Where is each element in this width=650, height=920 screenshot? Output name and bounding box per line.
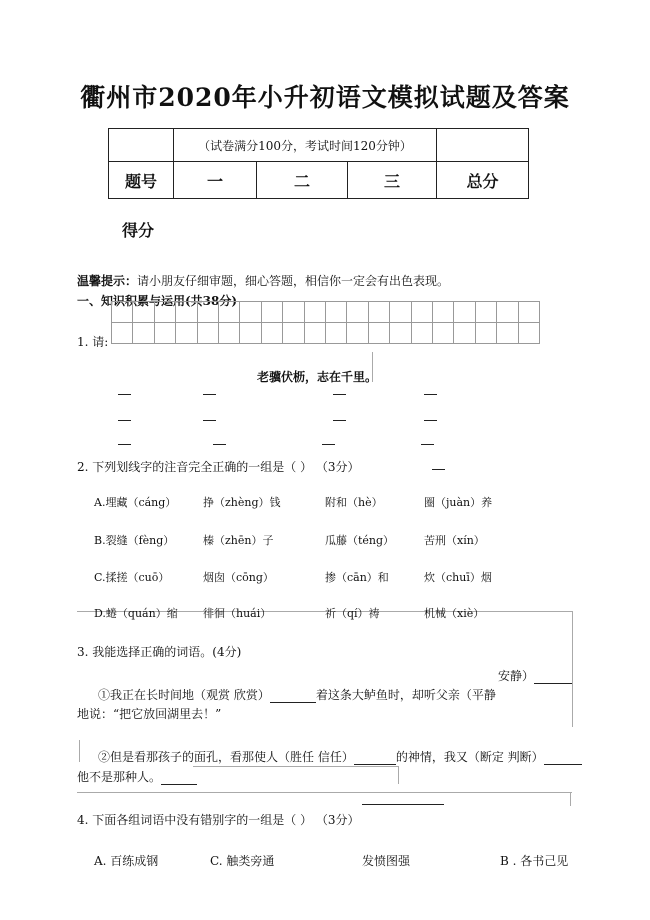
- question-3-stem: 3. 我能选择正确的词语。(4分): [77, 645, 242, 659]
- grid-cell: [132, 322, 154, 344]
- q3-text: ①我正在长时间地（观赏 欣赏）: [98, 688, 270, 702]
- q3-text: 着这条大鲈鱼时，却听父亲（平静: [315, 688, 496, 702]
- q3-item-2: [98, 748, 582, 765]
- grid-cell: [411, 322, 433, 344]
- score-header: 一: [174, 162, 257, 199]
- option-text: 机械（xiè）: [424, 607, 485, 620]
- divider: [79, 740, 80, 762]
- score-table: [108, 128, 529, 199]
- blank: [333, 394, 346, 395]
- blank: [333, 420, 346, 421]
- option-text: 瓜藤（téng）: [325, 534, 395, 547]
- option-text: 徘徊（huái）: [203, 607, 272, 620]
- score-header: 总分: [437, 162, 529, 199]
- answer-blank: [161, 770, 197, 785]
- option-text: 附和（hè）: [325, 496, 383, 509]
- divider: [572, 611, 573, 727]
- grid-cell: [346, 322, 368, 344]
- tip-text: 请小朋友仔细审题，细心答题，相信你一定会有出色表现。: [137, 274, 450, 288]
- grid-cell: [282, 322, 304, 344]
- grid-cell: [111, 322, 133, 344]
- grid-cell: [475, 301, 497, 323]
- q3-text: 地说：“把它放回湖里去！”: [77, 707, 222, 721]
- blank: [424, 420, 437, 421]
- grid-cell: [261, 301, 283, 323]
- q3-item-2-cont: [77, 768, 197, 785]
- answer-blank: [270, 688, 316, 703]
- option-text: 挣（zhèng）钱: [203, 496, 281, 509]
- question-4-stem: 4. 下面各组词语中没有错别字的一组是（ ） （3分）: [77, 813, 360, 827]
- option-text: B.裂缝（fèng）: [94, 534, 175, 547]
- option-text: 炊（chuī）烟: [424, 571, 492, 584]
- score-cell: [437, 129, 529, 162]
- option-text: B . 各书己见: [500, 854, 569, 868]
- grid-cell: [453, 322, 475, 344]
- option-text: C. 触类旁通: [210, 854, 275, 868]
- blank: [118, 444, 131, 445]
- grid-cell: [154, 301, 176, 323]
- option-text: 掺（cān）和: [325, 571, 389, 584]
- answer-line: [362, 804, 444, 805]
- grid-cell: [261, 322, 283, 344]
- q3-tail-text: 安静）: [498, 669, 535, 683]
- score-label: 得分: [122, 221, 155, 240]
- grid-cell: [175, 322, 197, 344]
- answer-blank: [544, 750, 582, 765]
- score-header: 二: [257, 162, 348, 199]
- grid-cell: [411, 301, 433, 323]
- option-text: D.蜷（quán）缩: [94, 607, 178, 620]
- grid-cell: [496, 301, 518, 323]
- grid-cell: [389, 301, 411, 323]
- grid-cell: [218, 322, 240, 344]
- grid-cell: [432, 301, 454, 323]
- blank: [421, 444, 434, 445]
- blank: [203, 420, 216, 421]
- grid-cell: [111, 301, 133, 323]
- blank: [424, 394, 437, 395]
- divider: [193, 766, 398, 767]
- tip: [77, 272, 449, 289]
- option-text: 发愤图强: [362, 854, 411, 868]
- grid-cell: [239, 301, 261, 323]
- grid-cell: [496, 322, 518, 344]
- grid-cell: [132, 301, 154, 323]
- score-header: 三: [348, 162, 437, 199]
- grid-cell: [518, 301, 540, 323]
- grid-cell: [346, 301, 368, 323]
- writing-grid: [111, 301, 539, 343]
- divider: [398, 766, 399, 784]
- grid-cell: [304, 322, 326, 344]
- score-cell: [109, 129, 174, 162]
- section-heading: 一、知识积累与运用(共38分): [77, 294, 238, 308]
- blank: [322, 444, 335, 445]
- blank: [203, 394, 216, 395]
- divider: [77, 792, 572, 793]
- tip-label: 温馨提示：: [77, 274, 138, 288]
- option-text: 烟囱（cōng）: [203, 571, 274, 584]
- grid-cell: [218, 301, 240, 323]
- score-header: 题号: [109, 162, 174, 199]
- idiom-phrase: 老骥伏枥，志在千里。: [257, 370, 378, 384]
- blank: [118, 394, 131, 395]
- option-text: A. 百练成钢: [94, 854, 159, 868]
- blank: [432, 469, 445, 470]
- grid-cell: [197, 322, 219, 344]
- grid-cell: [197, 301, 219, 323]
- grid-cell: [239, 322, 261, 344]
- grid-cell: [325, 322, 347, 344]
- q3-text: 他不是那种人。: [77, 770, 162, 784]
- blank: [213, 444, 226, 445]
- option-text: 祈（qí）祷: [325, 607, 380, 620]
- option-text: 榛（zhēn）子: [203, 534, 274, 547]
- answer-blank: [534, 669, 572, 684]
- q3-text: 的神情，我又（断定 判断）: [395, 750, 544, 764]
- q3-tail: [498, 667, 572, 684]
- grid-cell: [453, 301, 475, 323]
- grid-cell: [282, 301, 304, 323]
- divider: [570, 792, 571, 806]
- blank: [118, 420, 131, 421]
- grid-cell: [518, 322, 540, 344]
- grid-cell: [325, 301, 347, 323]
- grid-cell: [175, 301, 197, 323]
- grid-cell: [368, 301, 390, 323]
- option-text: C.揉搓（cuō）: [94, 571, 170, 584]
- option-text: 圈（juàn）养: [424, 496, 493, 509]
- q3-item-1: [98, 686, 496, 703]
- grid-cell: [154, 322, 176, 344]
- exam-note: （试卷满分100分，考试时间120分钟）: [174, 129, 437, 162]
- grid-cell: [389, 322, 411, 344]
- q3-text: ②但是看那孩子的面孔，看那使人（胜任 信任）: [98, 750, 354, 764]
- grid-cell: [304, 301, 326, 323]
- grid-cell: [368, 322, 390, 344]
- page-title: 衢州市2020年小升初语文模拟试题及答案: [80, 83, 570, 112]
- question-2-stem: 2. 下列划线字的注音完全正确的一组是（ ） （3分）: [77, 460, 360, 474]
- option-text: A.埋藏（cáng）: [94, 496, 177, 509]
- option-text: 苦刑（xín）: [424, 534, 485, 547]
- answer-blank: [354, 750, 396, 765]
- grid-cell: [432, 322, 454, 344]
- grid-cell: [475, 322, 497, 344]
- question-1-label: 1. 请:: [77, 335, 109, 349]
